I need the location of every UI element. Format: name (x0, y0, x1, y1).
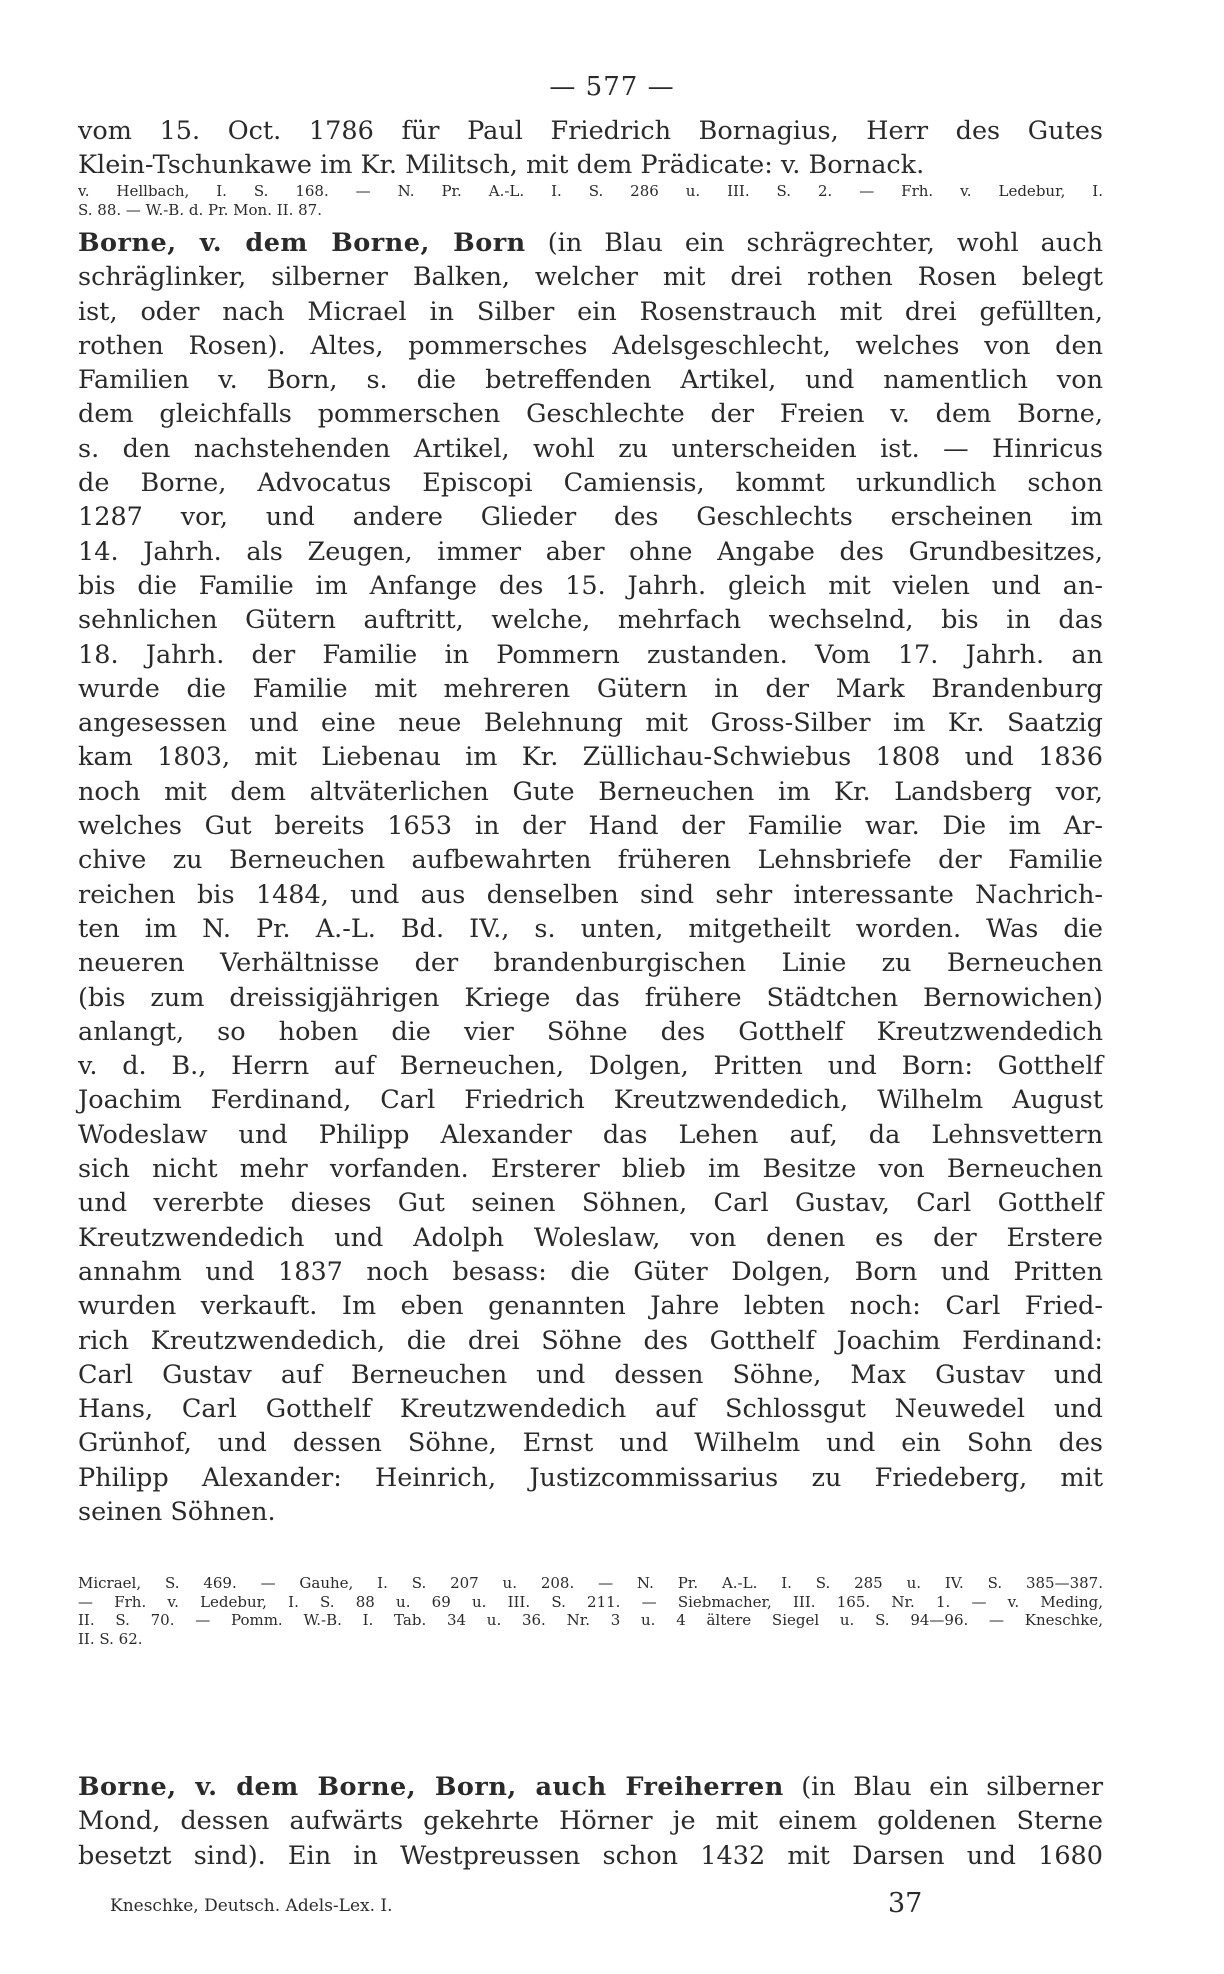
reference-line: v. Hellbach, I. S. 168. — N. Pr. A.-L. I. S. 286 u. III. S. 2. — Frh. v. Ledebur, I. (78, 182, 1103, 200)
entry-line: wurde die Familie mit mehreren Gütern in der Mark Brandenburg (78, 673, 1103, 704)
intro-line: Klein-Tschunkawe im Kr. Militsch, mit dem Prädicate: v. Bornack. (78, 150, 925, 181)
entry-line: Mond, dessen aufwärts gekehrte Hörner je mit einem goldenen Sterne (78, 1806, 1103, 1837)
entry-line: de Borne, Advocatus Episcopi Camiensis, kommt urkundlich schon (78, 468, 1103, 499)
entry-line-text: (in Blau ein schrägrechter, wohl auch (547, 228, 1103, 258)
entry-line: bis die Familie im Anfange des 15. Jahrh. gleich mit vielen und an- (78, 570, 1103, 601)
reference-line: — Frh. v. Ledebur, I. S. 88 u. 69 u. III. S. 211. — Siebmacher, III. 165. Nr. 1. — v. Meding, (78, 1592, 1103, 1611)
entry-line: Familien v. Born, s. die betreffenden Artikel, und namentlich von (78, 365, 1103, 396)
entry-line: besetzt sind). Ein in Westpreussen schon 1432 mit Darsen und 1680 (78, 1840, 1103, 1871)
entry-borne (78, 226, 1103, 1529)
entry-line: sehnlichen Gütern auftritt, welche, mehrfach wechselnd, bis in das (78, 605, 1103, 636)
intro-line: vom 15. Oct. 1786 für Paul Friedrich Bornagius, Herr des Gutes (78, 116, 1103, 146)
intro-references (78, 182, 1103, 219)
entry-line: schräglinker, silberner Balken, welcher mit drei rothen Rosen belegt (78, 262, 1103, 293)
entry-line: Philipp Alexander: Heinrich, Justizcommissarius zu Friedeberg, mit (78, 1462, 1103, 1493)
entry-line: Grünhof, und dessen Söhne, Ernst und Wilhelm und ein Sohn des (78, 1428, 1103, 1459)
entry-line: noch mit dem altväterlichen Gute Berneuchen im Kr. Landsberg vor, (78, 776, 1103, 807)
entry-line: 18. Jahrh. der Familie in Pommern zustanden. Vom 17. Jahrh. an (78, 639, 1103, 670)
reference-line: II. S. 62. (78, 1629, 143, 1648)
entry-line: ten im N. Pr. A.-L. Bd. IV., s. unten, mitgetheilt worden. Was die (78, 913, 1103, 944)
entry-heading: Borne, v. dem Borne, Born (78, 228, 526, 258)
entry-line: 1287 vor, und andere Glieder des Geschlechts erscheinen im (78, 502, 1103, 533)
sheet-number: 37 (888, 1888, 923, 1919)
entry-line: ist, oder nach Micrael in Silber ein Rosenstrauch mit drei gefüllten, (78, 296, 1103, 327)
entry-line: (bis zum dreissigjährigen Kriege das frühere Städtchen Bernowichen) (78, 982, 1103, 1013)
entry-line: seinen Söhnen. (78, 1496, 276, 1527)
entry-line: kam 1803, mit Liebenau im Kr. Züllichau-Schwiebus 1808 und 1836 (78, 742, 1103, 773)
entry-line: angesessen und eine neue Belehnung mit Gross-Silber im Kr. Saatzig (78, 708, 1103, 739)
reference-line: II. S. 70. — Pomm. W.-B. I. Tab. 34 u. 36. Nr. 3 u. 4 ältere Siegel u. S. 94—96. — Kneschke, (78, 1611, 1103, 1629)
footer-signature: Kneschke, Deutsch. Adels-Lex. I. (110, 1896, 393, 1916)
entry-line: Carl Gustav auf Berneuchen und dessen Söhne, Max Gustav und (78, 1359, 1103, 1390)
entry-line-text: (in Blau ein silberner (801, 1772, 1104, 1802)
reference-line: Micrael, S. 469. — Gauhe, I. S. 207 u. 208. — N. Pr. A.-L. I. S. 285 u. IV. S. 385—387. (78, 1574, 1103, 1592)
entry-line: neueren Verhältnisse der brandenburgischen Linie zu Berneuchen (78, 948, 1103, 979)
reference-line: S. 88. — W.-B. d. Pr. Mon. II. 87. (78, 200, 322, 219)
entry-heading: Borne, v. dem Borne, Born, auch Freiherren (78, 1772, 784, 1802)
entry-first-line (78, 1770, 1103, 1804)
entry-line: 14. Jahrh. als Zeugen, immer aber ohne Angabe des Grundbesitzes, (78, 536, 1103, 567)
entry-line: sich nicht mehr vorfanden. Ersterer blieb im Besitze von Berneuchen (78, 1154, 1103, 1185)
entry-line: Kreutzwendedich und Adolph Woleslaw, von denen es der Erstere (78, 1222, 1103, 1253)
entry-line: Joachim Ferdinand, Carl Friedrich Kreutzwendedich, Wilhelm August (78, 1085, 1103, 1116)
entry-line: anlangt, so hoben die vier Söhne des Gotthelf Kreutzwendedich (78, 1016, 1103, 1047)
entry-line: Wodeslaw und Philipp Alexander das Lehen auf, da Lehnsvettern (78, 1119, 1103, 1150)
entry-line: wurden verkauft. Im eben genannten Jahre lebten noch: Carl Fried- (78, 1291, 1103, 1322)
entry-line: reichen bis 1484, und aus denselben sind sehr interessante Nachrich- (78, 879, 1103, 910)
entry-line: rich Kreutzwendedich, die drei Söhne des Gotthelf Joachim Ferdinand: (78, 1325, 1103, 1356)
entry-line: welches Gut bereits 1653 in der Hand der Familie war. Die im Ar- (78, 811, 1103, 842)
entry-borne-freiherren (78, 1770, 1103, 1873)
entry-line: Hans, Carl Gotthelf Kreutzwendedich auf Schlossgut Neuwedel und (78, 1394, 1103, 1425)
entry-line: s. den nachstehenden Artikel, wohl zu unterscheiden ist. — Hinricus (78, 433, 1103, 464)
intro-text (78, 114, 1103, 183)
entry-line: v. d. B., Herrn auf Berneuchen, Dolgen, Pritten und Born: Gotthelf (78, 1051, 1103, 1082)
entry-first-line (78, 226, 1103, 260)
entry-line: und vererbte dieses Gut seinen Söhnen, Carl Gustav, Carl Gotthelf (78, 1188, 1103, 1219)
entry-line: rothen Rosen). Altes, pommersches Adelsgeschlecht, welches von den (78, 330, 1103, 361)
entry-borne-references (78, 1574, 1103, 1648)
page-number: — 577 — (549, 72, 675, 102)
entry-line: dem gleichfalls pommerschen Geschlechte der Freien v. dem Borne, (78, 399, 1103, 430)
entry-line: annahm und 1837 noch besass: die Güter Dolgen, Born und Pritten (78, 1256, 1103, 1287)
entry-line: chive zu Berneuchen aufbewahrten früheren Lehnsbriefe der Familie (78, 845, 1103, 876)
